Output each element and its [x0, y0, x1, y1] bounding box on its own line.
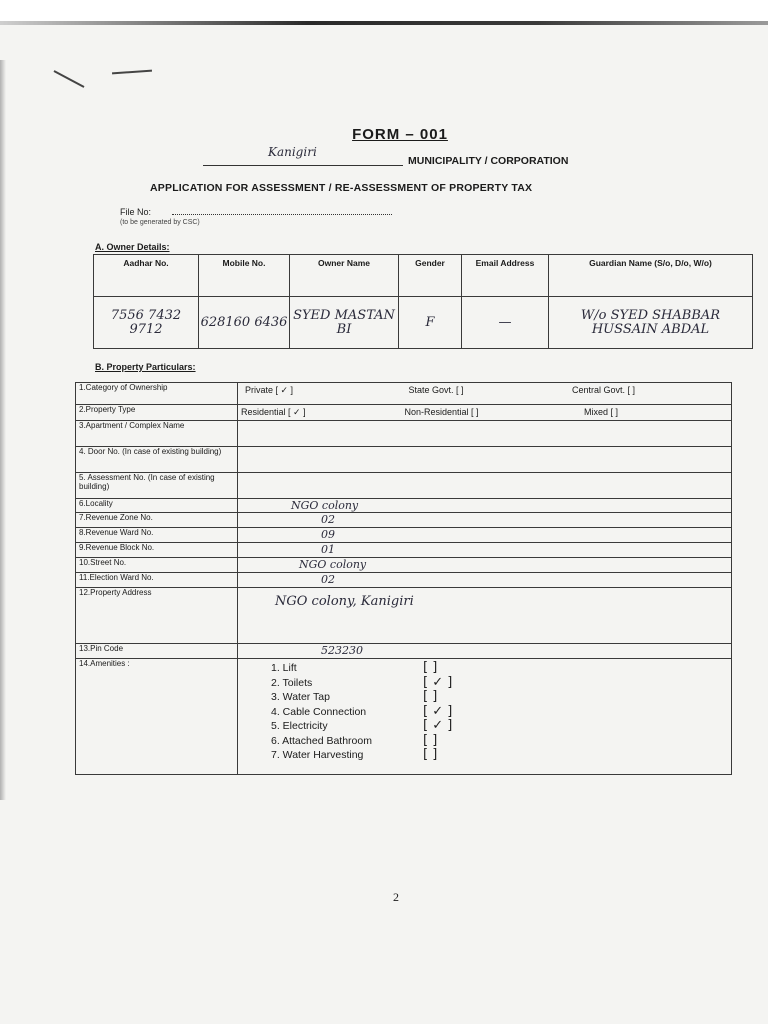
ownership-private: Private [ ✓ ] [245, 385, 294, 395]
locality-value [238, 499, 732, 513]
owner-name-value: SYED MASTAN BI [290, 297, 399, 349]
amenity-name: 5. Electricity [271, 720, 328, 732]
amenity-name: 4. Cable Connection [271, 705, 367, 718]
type-residential: Residential [ ✓ ] [241, 407, 306, 417]
pen-mark [54, 70, 85, 88]
prop-label: 3.Apartment / Complex Name [76, 421, 238, 447]
aadhar-value: 7556 7432 9712 [94, 297, 199, 349]
prop-value [238, 447, 732, 473]
amenity-name: 2. Toilets [271, 676, 313, 689]
owner-details-heading: A. Owner Details: [95, 242, 170, 252]
pincode-value [238, 644, 732, 659]
col-owner-name: Owner Name [290, 255, 399, 297]
zone-value [238, 513, 732, 528]
prop-label: 1.Category of Ownership [76, 383, 238, 405]
mobile-value: 628160 6436 [199, 297, 290, 349]
ownership-options [238, 383, 732, 405]
amenity-name: 3. Water Tap [271, 691, 330, 703]
prop-label: 13.Pin Code [76, 644, 238, 659]
col-aadhar: Aadhar No. [94, 255, 199, 297]
application-title: APPLICATION FOR ASSESSMENT / RE-ASSESSMENT OF PROPERTY TAX [150, 182, 533, 194]
scan-edge-shadow [0, 21, 768, 25]
property-particulars-heading: B. Property Particulars: [95, 362, 196, 372]
prop-label: 14.Amenities : [76, 659, 238, 775]
prop-value [238, 421, 732, 447]
col-gender: Gender [399, 255, 462, 297]
ownership-central: Central Govt. [ ] [572, 385, 636, 395]
municipality-handwritten: Kanigiri [268, 145, 317, 159]
owner-details-table [93, 254, 753, 349]
amenity-item [271, 748, 731, 763]
prop-label: 9.Revenue Block No. [76, 543, 238, 558]
prop-value [238, 473, 732, 499]
block-handwritten: 01 [321, 543, 335, 556]
amenity-checkbox: [ ] [423, 732, 438, 748]
amenity-checkbox: [ ✓ ] [423, 703, 453, 719]
pincode-handwritten: 523230 [321, 644, 363, 657]
prop-label: 6.Locality [76, 499, 238, 513]
prop-label: 4. Door No. (In case of existing building) [76, 447, 238, 473]
col-mobile: Mobile No. [199, 255, 290, 297]
amenities-cell [238, 659, 732, 775]
prop-label: 10.Street No. [76, 558, 238, 573]
amenity-item [271, 705, 731, 720]
municipality-label: MUNICIPALITY / CORPORATION [408, 155, 569, 167]
amenity-item [271, 719, 731, 734]
prop-label: 2.Property Type [76, 405, 238, 421]
pen-mark [112, 70, 152, 75]
amenity-name: 7. Water Harvesting [271, 749, 364, 761]
block-value [238, 543, 732, 558]
zone-handwritten: 02 [321, 513, 335, 526]
prop-label: 7.Revenue Zone No. [76, 513, 238, 528]
address-handwritten: NGO colony, Kanigiri [275, 594, 414, 609]
page-number: 2 [393, 890, 399, 904]
file-no-field [172, 206, 392, 215]
amenities-list [241, 659, 731, 763]
amenity-item [271, 661, 731, 676]
amenity-checkbox: [ ✓ ] [423, 718, 453, 733]
type-non-residential: Non-Residential [ ] [404, 407, 479, 417]
col-email: Email Address [462, 255, 549, 297]
amenity-name: 1. Lift [271, 662, 297, 674]
col-guardian: Guardian Name (S/o, D/o, W/o) [549, 255, 753, 297]
amenity-checkbox: [ ] [423, 660, 438, 675]
address-value [238, 588, 732, 644]
amenity-name: 6. Attached Bathroom [271, 734, 372, 747]
amenity-item [271, 734, 731, 749]
street-value [238, 558, 732, 573]
prop-label: 8.Revenue Ward No. [76, 528, 238, 543]
email-value: — [462, 297, 549, 349]
ownership-state: State Govt. [ ] [408, 385, 464, 395]
ward-handwritten: 09 [321, 528, 335, 541]
property-particulars-table [75, 382, 732, 775]
file-no-label: File No: [120, 207, 152, 217]
form-title: FORM – 001 [352, 126, 448, 143]
ward-value [238, 528, 732, 543]
amenity-checkbox: [ ] [423, 747, 438, 762]
guardian-value: W/o SYED SHABBAR HUSSAIN ABDAL [549, 297, 753, 349]
prop-label: 12.Property Address [76, 588, 238, 644]
property-type-options [238, 405, 732, 421]
amenity-item [271, 690, 731, 705]
street-handwritten: NGO colony [299, 558, 367, 571]
prop-label: 5. Assessment No. (In case of existing building) [76, 473, 238, 499]
gender-value: F [399, 297, 462, 349]
scan-left-shadow [0, 60, 6, 800]
amenity-item [271, 676, 731, 691]
election-ward-handwritten: 02 [321, 573, 335, 586]
amenity-checkbox: [ ✓ ] [423, 674, 453, 690]
prop-label: 11.Election Ward No. [76, 573, 238, 588]
type-mixed: Mixed [ ] [584, 407, 619, 417]
election-ward-value [238, 573, 732, 588]
locality-handwritten: NGO colony [291, 499, 359, 512]
scan-top-margin [0, 0, 768, 22]
amenity-checkbox: [ ] [423, 689, 438, 704]
file-no-note: (to be generated by CSC) [120, 219, 200, 226]
